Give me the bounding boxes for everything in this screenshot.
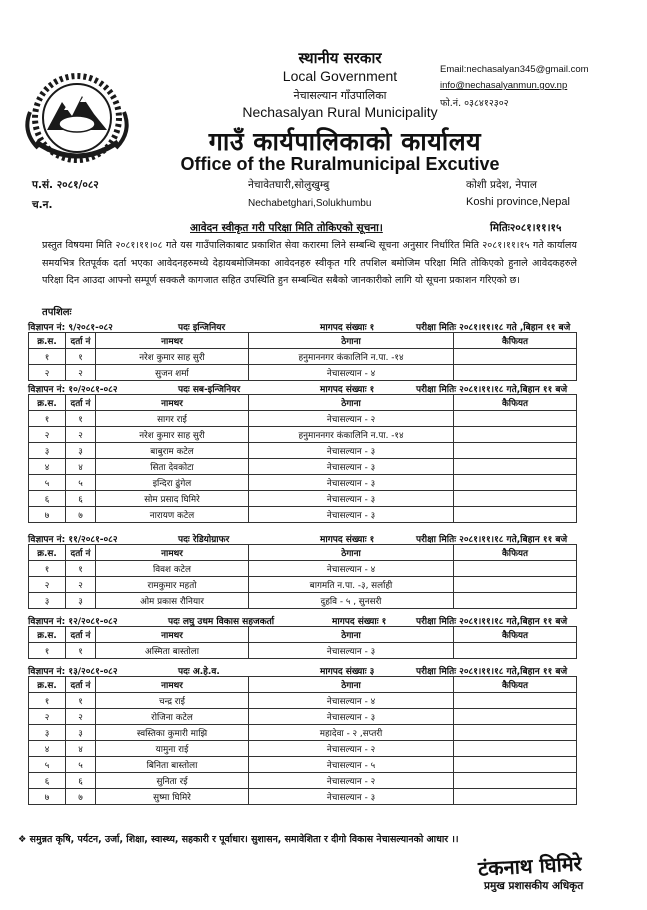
cell-name: सुजन शर्मा xyxy=(96,365,249,381)
col-address: ठेगाना xyxy=(249,395,454,411)
vacancy-count: मागपद संख्याः १ xyxy=(320,323,375,333)
vacancy-count: मागपद संख्याः १ xyxy=(332,617,387,627)
cell-sn: ७ xyxy=(29,507,66,523)
municipality-name-english: Nechasalyan Rural Municipality xyxy=(242,104,438,120)
cell-name: बिनिता बास्तोला xyxy=(96,757,249,773)
cell-remarks xyxy=(454,475,577,491)
cell-sn: २ xyxy=(29,427,66,443)
applicant-table xyxy=(28,626,577,659)
cell-name: अस्मिता बास्तोला xyxy=(96,643,249,659)
cell-address: महादेवा - २ ,सप्तरी xyxy=(249,725,454,741)
table-row xyxy=(29,773,577,789)
table-header-row xyxy=(29,333,577,349)
col-sn: क्र.स. xyxy=(29,627,66,643)
cell-reg: ३ xyxy=(66,593,96,609)
table-row xyxy=(29,459,577,475)
advert-number: विज्ञापन नं: १३/२०८१-०८२ xyxy=(28,667,118,677)
cell-reg: २ xyxy=(66,577,96,593)
cell-remarks xyxy=(454,789,577,805)
section-header xyxy=(28,614,576,626)
address-english: Nechabetghari,Solukhumbu xyxy=(248,198,372,209)
position-name: पदः सब-इन्जिनियर xyxy=(178,385,241,395)
cell-reg: ६ xyxy=(66,491,96,507)
applicant-table xyxy=(28,332,577,381)
cell-address: नेचासल्यान - ४ xyxy=(249,365,454,381)
cell-address: नेचासल्यान - ३ xyxy=(249,475,454,491)
cell-address: बागमति न.पा. -३, सर्लाही xyxy=(249,577,454,593)
advert-number: विज्ञापन नं: १२/२०८१-०८२ xyxy=(28,617,118,627)
cell-remarks xyxy=(454,561,577,577)
col-address: ठेगाना xyxy=(249,333,454,349)
cell-remarks xyxy=(454,577,577,593)
table-row xyxy=(29,577,577,593)
col-reg: दर्ता नं xyxy=(66,545,96,561)
cell-address: नेचासल्यान - ३ xyxy=(249,643,454,659)
cell-remarks xyxy=(454,411,577,427)
nepal-emblem-icon xyxy=(22,72,132,164)
table-row xyxy=(29,709,577,725)
table-row xyxy=(29,561,577,577)
address-nepali: नेचावेतघारी,सोलुखुम्बु xyxy=(248,179,330,191)
vacancy-section xyxy=(28,320,576,381)
cell-name: सुनिता रई xyxy=(96,773,249,789)
vacancy-section xyxy=(28,664,576,805)
table-row xyxy=(29,491,577,507)
exam-date: परीक्षा मितिः २०८१।११।१८ गते,बिहान ११ बजे xyxy=(416,617,568,627)
slogan-text: समुन्नत कृषि, पर्यटन, उर्जा, शिक्षा, स्वास्थ्य, सहकारी र पूर्वाधार। सुशासन, समावेशिता र दीगो विकास नेचासल्यानको आधार ।। xyxy=(29,834,459,845)
cell-reg: ४ xyxy=(66,741,96,757)
cell-address: नेचासल्यान - २ xyxy=(249,773,454,789)
cell-sn: ४ xyxy=(29,741,66,757)
local-government-nepali: स्थानीय सरकार xyxy=(298,49,382,67)
table-row xyxy=(29,443,577,459)
footer-slogan xyxy=(18,832,459,845)
cell-address: हनुमाननगर कंकालिनि न.पा. -१४ xyxy=(249,427,454,443)
table-header-row xyxy=(29,627,577,643)
notice-body: प्रस्तुत विषयमा मिति २०८१।११।०८ गते यस गाउँपालिकाबाट प्रकाशित सेवा करारमा लिने सम्बन्धि सूचना अनुसार निर्धारित मिति २०८१।११।१५ गते कार्यालय समयभित्र रितपूर्वक दर्ता भएका आवेदनहरुमध्ये देहायबमोजिमका आवेदनहरु स्वीकृत गरि तपशिल बमोजिम परिक्षा मिति तोकिएको हुनाले आवेदकहरुले परिक्षा दिन आउदा आफ्नो सम्पूर्ण सक्कलै कागजात सहित उपस्थिति हुन सम्बन्धित सबैको जानकारीको लागि यो सूचना प्रकाशन गरिएको छ। xyxy=(42,240,577,286)
table-row xyxy=(29,789,577,805)
table-row xyxy=(29,507,577,523)
notice-title: आवेदन स्वीकृत गरी परिक्षा मिति तोकिएको सूचना। xyxy=(190,222,383,234)
vacancy-section xyxy=(28,382,576,523)
cell-name: इन्दिरा ढुंगेल xyxy=(96,475,249,491)
dispatch-number: च.न. xyxy=(32,199,53,211)
cell-reg: ४ xyxy=(66,459,96,475)
cell-sn: १ xyxy=(29,643,66,659)
cell-sn: १ xyxy=(29,693,66,709)
notice-date: मितिः२०८१।११।१५ xyxy=(490,222,562,234)
table-header-row xyxy=(29,545,577,561)
cell-name: सुष्मा घिमिरे xyxy=(96,789,249,805)
col-name: नामथर xyxy=(96,395,249,411)
section-header xyxy=(28,664,576,676)
col-name: नामथर xyxy=(96,333,249,349)
position-name: पदः अ.हे.व. xyxy=(178,667,220,677)
cell-sn: २ xyxy=(29,577,66,593)
cell-address: नेचासल्यान - २ xyxy=(249,411,454,427)
cell-reg: १ xyxy=(66,561,96,577)
cell-reg: ३ xyxy=(66,443,96,459)
cell-remarks xyxy=(454,725,577,741)
applicant-table xyxy=(28,544,577,609)
position-name: पदः इन्जिनियर xyxy=(178,323,226,333)
cell-sn: २ xyxy=(29,709,66,725)
reference-number: प.सं. २०८१/०८२ xyxy=(32,179,99,191)
cell-sn: ६ xyxy=(29,773,66,789)
cell-remarks xyxy=(454,693,577,709)
signature: टंकनाथ घिमिरे xyxy=(477,851,583,881)
cell-address: नेचासल्यान - ३ xyxy=(249,443,454,459)
table-row xyxy=(29,475,577,491)
cell-name: नरेश कुमार साह सुरी xyxy=(96,349,249,365)
cell-sn: ७ xyxy=(29,789,66,805)
table-row xyxy=(29,757,577,773)
cell-reg: १ xyxy=(66,411,96,427)
vacancy-count: मागपद संख्याः १ xyxy=(320,535,375,545)
email-text: Email:nechasalyan345@gmail.com xyxy=(440,64,589,75)
cell-sn: २ xyxy=(29,365,66,381)
cell-sn: ४ xyxy=(29,459,66,475)
office-title-nepali: गाउँ कार्यपालिकाको कार्यालय xyxy=(208,127,482,156)
cell-reg: १ xyxy=(66,349,96,365)
col-sn: क्र.स. xyxy=(29,677,66,693)
cell-remarks xyxy=(454,773,577,789)
cell-reg: २ xyxy=(66,427,96,443)
table-row xyxy=(29,427,577,443)
cell-remarks xyxy=(454,507,577,523)
col-name: नामथर xyxy=(96,627,249,643)
cell-remarks xyxy=(454,491,577,507)
col-sn: क्र.स. xyxy=(29,395,66,411)
cell-address: नेचासल्यान - ४ xyxy=(249,561,454,577)
cell-name: ओम प्रकास रौनियार xyxy=(96,593,249,609)
cell-sn: ५ xyxy=(29,475,66,491)
col-remarks: कैफियत xyxy=(454,333,577,349)
section-header xyxy=(28,532,576,544)
cell-sn: ३ xyxy=(29,725,66,741)
cell-sn: ३ xyxy=(29,443,66,459)
cell-name: रोजिना कटेल xyxy=(96,709,249,725)
col-reg: दर्ता नं xyxy=(66,333,96,349)
cell-remarks xyxy=(454,349,577,365)
cell-reg: ७ xyxy=(66,507,96,523)
phone-number: फो.नं. ०३८४१२३०२ xyxy=(440,98,509,109)
table-row xyxy=(29,693,577,709)
cell-name: सिता देवकोटा xyxy=(96,459,249,475)
cell-sn: ५ xyxy=(29,757,66,773)
cell-remarks xyxy=(454,643,577,659)
cell-name: विवश कटेल xyxy=(96,561,249,577)
table-row xyxy=(29,725,577,741)
cell-name: नारायण कटेल xyxy=(96,507,249,523)
table-header-row xyxy=(29,395,577,411)
cell-remarks xyxy=(454,443,577,459)
cell-name: चन्द्र राई xyxy=(96,693,249,709)
cell-sn: ६ xyxy=(29,491,66,507)
cell-reg: २ xyxy=(66,709,96,725)
col-name: नामथर xyxy=(96,677,249,693)
applicant-table xyxy=(28,394,577,523)
province-english: Koshi province,Nepal xyxy=(466,196,570,208)
cell-name: स्वस्तिका कुमारी माझि xyxy=(96,725,249,741)
advert-number: विज्ञापन नं: १०/२०८१-०८२ xyxy=(28,385,118,395)
website-link[interactable]: info@nechasalyanmun.gov.np xyxy=(440,80,568,91)
cell-address: नेचासल्यान - ३ xyxy=(249,709,454,725)
advert-number: विज्ञापन नं: ११/२०८१-०८२ xyxy=(28,535,118,545)
cell-address: हनुमाननगर कंकालिनि न.पा. -१४ xyxy=(249,349,454,365)
col-remarks: कैफियत xyxy=(454,545,577,561)
cell-name: सोम प्रसाद घिमिरे xyxy=(96,491,249,507)
cell-reg: १ xyxy=(66,693,96,709)
col-reg: दर्ता नं xyxy=(66,395,96,411)
col-sn: क्र.स. xyxy=(29,545,66,561)
position-name: पदः रेडियोग्राफर xyxy=(178,535,230,545)
exam-date: परीक्षा मितिः २०८१।११।१८ गते,बिहान ११ बजे xyxy=(416,535,568,545)
cell-reg: ३ xyxy=(66,725,96,741)
cell-address: नेचासल्यान - ३ xyxy=(249,507,454,523)
col-address: ठेगाना xyxy=(249,545,454,561)
col-address: ठेगाना xyxy=(249,627,454,643)
cell-name: रामकुमार महतो xyxy=(96,577,249,593)
table-row xyxy=(29,411,577,427)
table-row xyxy=(29,365,577,381)
details-label: तपशिलः xyxy=(42,307,72,318)
exam-date: परीक्षा मितिः २०८१।११।१८ गते,बिहान ११ बजे xyxy=(416,667,568,677)
signatory-title: प्रमुख प्रशासकीय अधिकृत xyxy=(484,880,584,892)
cell-name: बाबुराम कटेल xyxy=(96,443,249,459)
cell-sn: १ xyxy=(29,561,66,577)
cell-reg: ५ xyxy=(66,475,96,491)
cell-reg: ७ xyxy=(66,789,96,805)
section-header xyxy=(28,320,576,332)
exam-date: परीक्षा मितिः २०८१।११।१८ गते ,बिहान ११ बजे xyxy=(416,323,571,333)
vacancy-section xyxy=(28,532,576,609)
advert-number: विज्ञापन नं: ९/२०८१-०८२ xyxy=(28,323,113,333)
cell-address: नेचासल्यान - ४ xyxy=(249,693,454,709)
table-row xyxy=(29,643,577,659)
exam-date: परीक्षा मितिः २०८१।११।१८ गते,बिहान ११ बजे xyxy=(416,385,568,395)
table-row xyxy=(29,349,577,365)
col-reg: दर्ता नं xyxy=(66,627,96,643)
applicant-table xyxy=(28,676,577,805)
cell-reg: ६ xyxy=(66,773,96,789)
col-remarks: कैफियत xyxy=(454,395,577,411)
position-name: पदः लघु उधम विकास सहजकर्ता xyxy=(168,617,275,627)
cell-address: नेचासल्यान - ३ xyxy=(249,459,454,475)
cell-remarks xyxy=(454,459,577,475)
cell-name: सागर राई xyxy=(96,411,249,427)
cell-remarks xyxy=(454,427,577,443)
office-title-english: Office of the Ruralmunicipal Excutive xyxy=(180,154,500,174)
cell-address: नेचासल्यान - २ xyxy=(249,741,454,757)
cell-name: नरेश कुमार साह सुरी xyxy=(96,427,249,443)
cell-sn: १ xyxy=(29,349,66,365)
cell-address: नेचासल्यान - ५ xyxy=(249,757,454,773)
diamond-bullet-icon: ❖ xyxy=(18,834,27,845)
col-remarks: कैफियत xyxy=(454,627,577,643)
table-header-row xyxy=(29,677,577,693)
cell-address: दुहवि - ५ , सुनसरी xyxy=(249,593,454,609)
province-nepali: कोशी प्रदेश, नेपाल xyxy=(466,179,537,191)
cell-reg: २ xyxy=(66,365,96,381)
municipality-name-nepali: नेचासल्यान गाँउपालिका xyxy=(293,89,387,102)
cell-remarks xyxy=(454,365,577,381)
vacancy-section xyxy=(28,614,576,659)
cell-sn: १ xyxy=(29,411,66,427)
cell-address: नेचासल्यान - ३ xyxy=(249,491,454,507)
cell-address: नेचासल्यान - ३ xyxy=(249,789,454,805)
col-sn: क्र.स. xyxy=(29,333,66,349)
vacancy-count: मागपद संख्याः ३ xyxy=(320,667,375,677)
section-header xyxy=(28,382,576,394)
local-government-english: Local Government xyxy=(282,68,398,84)
cell-sn: ३ xyxy=(29,593,66,609)
cell-remarks xyxy=(454,709,577,725)
cell-remarks xyxy=(454,741,577,757)
cell-reg: १ xyxy=(66,643,96,659)
table-row xyxy=(29,593,577,609)
cell-name: यामुना राई xyxy=(96,741,249,757)
table-row xyxy=(29,741,577,757)
col-address: ठेगाना xyxy=(249,677,454,693)
cell-reg: ५ xyxy=(66,757,96,773)
cell-remarks xyxy=(454,593,577,609)
col-name: नामथर xyxy=(96,545,249,561)
vacancy-count: मागपद संख्याः १ xyxy=(320,385,375,395)
col-remarks: कैफियत xyxy=(454,677,577,693)
cell-remarks xyxy=(454,757,577,773)
col-reg: दर्ता नं xyxy=(66,677,96,693)
